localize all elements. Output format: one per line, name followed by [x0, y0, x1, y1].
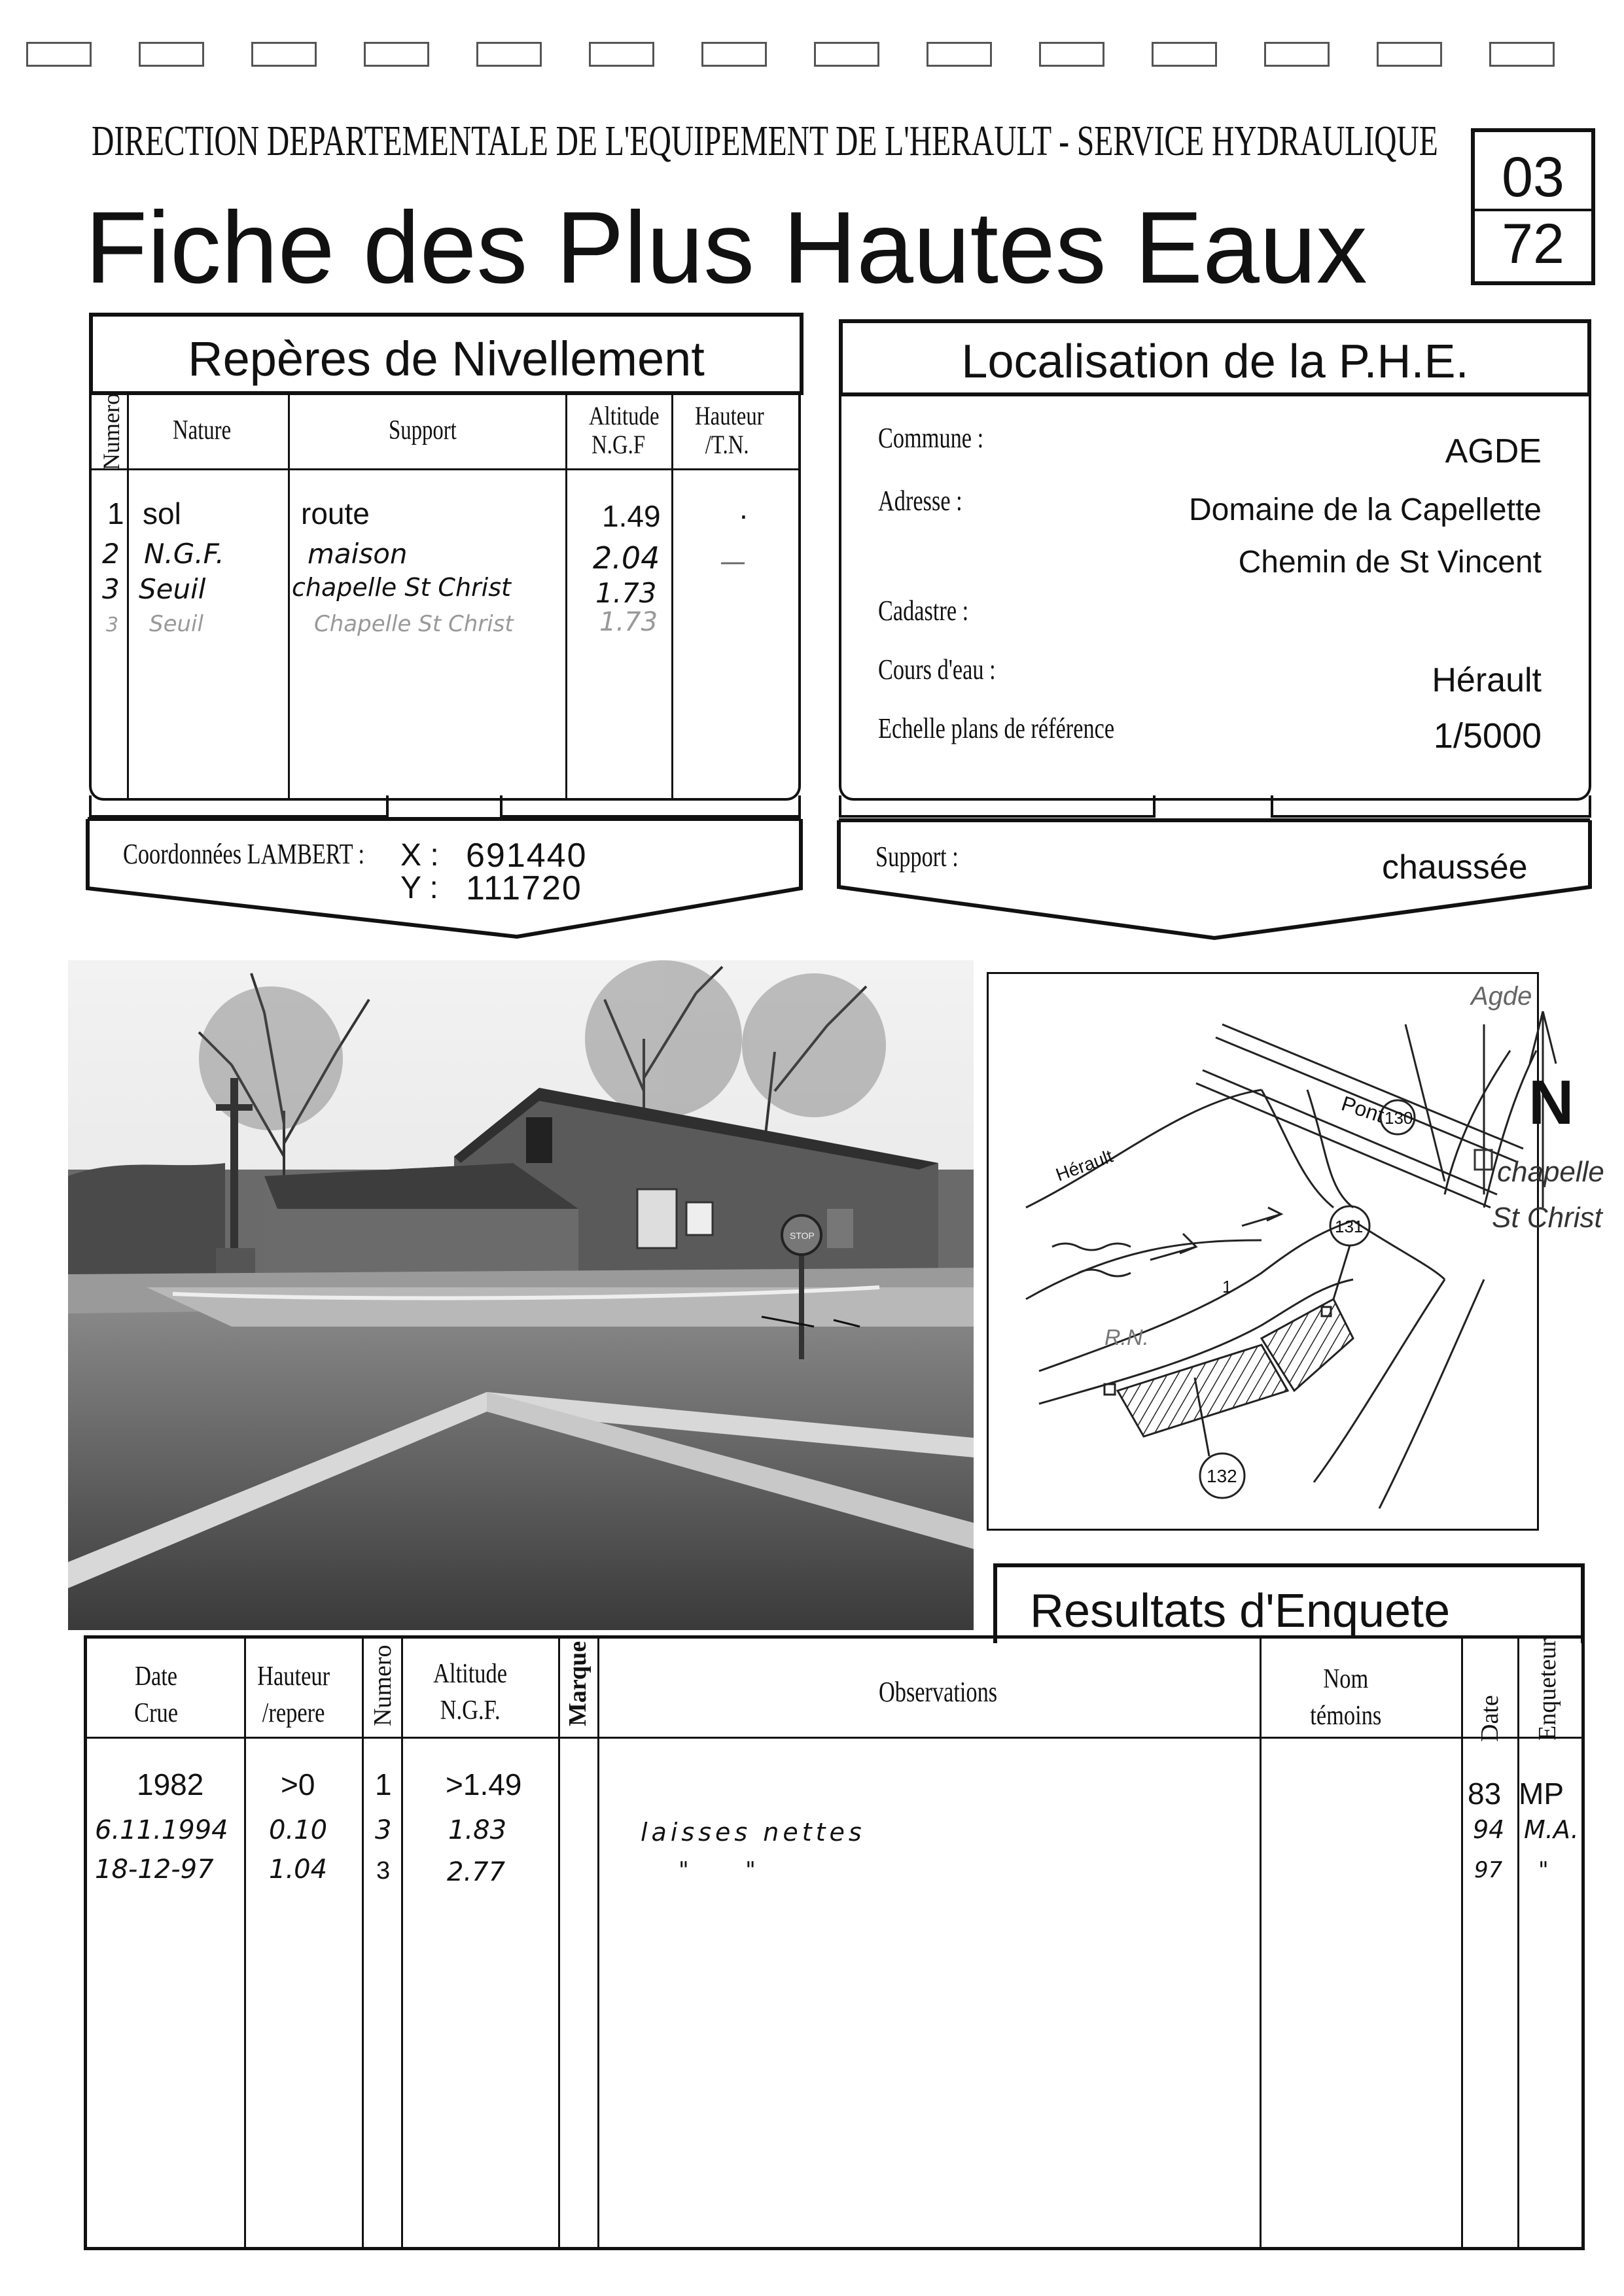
- lambert-x-value: 691440: [466, 837, 588, 875]
- col-header-hauteur: Hauteur /T.N.: [695, 401, 764, 459]
- map-marker-132: 132: [1207, 1466, 1237, 1486]
- repere-row-4-support: Chapelle St Christ: [314, 611, 514, 637]
- resultats-title-box: [993, 1563, 1585, 1643]
- res-row-3-enqueteur: ": [1538, 1857, 1549, 1883]
- support-value: chaussée: [1382, 848, 1528, 886]
- stop-sign-text: STOP: [790, 1230, 815, 1241]
- sheet-code-top: 03: [1502, 146, 1564, 209]
- res-row-1-enqueteur: MP: [1519, 1777, 1564, 1811]
- res-header-date-crue: Date Crue: [134, 1661, 179, 1728]
- map-chapelle-label-2: St Christ: [1492, 1202, 1602, 1234]
- map-marker-130: 130: [1385, 1108, 1413, 1128]
- repere-row-2-nature: N.G.F.: [144, 538, 224, 570]
- col-header-altitude: Altitude N.G.F: [589, 401, 660, 459]
- col-header-support: Support: [389, 415, 457, 445]
- map-agde-label: Agde: [1471, 982, 1532, 1011]
- res-row-1-date: 83: [1468, 1777, 1502, 1811]
- lambert-y-value: 111720: [466, 869, 582, 907]
- res-row-3-altitude: 2.77: [447, 1857, 506, 1887]
- repere-row-1-hauteur: .: [739, 491, 748, 525]
- lambert-x-label: X :: [400, 838, 439, 873]
- repere-row-3-support: chapelle St Christ: [292, 573, 511, 602]
- repere-row-1-altitude: 1.49: [602, 499, 661, 533]
- res-row-1-hauteur: >0: [281, 1767, 315, 1801]
- res-header-nom-temoins: Nom témoins: [1310, 1664, 1382, 1731]
- localisation-title-box: [839, 319, 1591, 396]
- map-marker-131: 131: [1335, 1217, 1364, 1236]
- res-header-enqueteur: Enqueteur: [1534, 1638, 1561, 1741]
- map-pont-label: Pont: [1338, 1091, 1387, 1127]
- map-rn-label: R.N.: [1104, 1325, 1149, 1350]
- res-header-observations: Observations: [879, 1676, 998, 1708]
- reperes-title-box: [89, 313, 803, 395]
- res-row-3-date: 97: [1474, 1857, 1503, 1883]
- location-map: [987, 972, 1624, 1531]
- echelle-value: 1/5000: [1433, 716, 1542, 756]
- lambert-label: Coordonnées LAMBERT :: [123, 838, 365, 870]
- adresse-label: Adresse :: [878, 485, 962, 517]
- agency-header: DIRECTION DEPARTEMENTALE DE L'EQUIPEMENT DE L'HERAULT - SERVICE HYDRAULIQUE: [92, 117, 1438, 165]
- res-header-numero: Numero: [369, 1644, 397, 1726]
- map-chapelle-label-1: chapelle: [1497, 1156, 1604, 1188]
- reperes-title: Repères de Nivellement: [188, 332, 705, 386]
- repere-row-1-num: 1: [107, 496, 124, 531]
- col-header-nature: Nature: [173, 415, 232, 445]
- north-label: N: [1528, 1068, 1574, 1138]
- res-row-2-observations: laisses nettes: [641, 1818, 866, 1847]
- res-row-2-numero: 3: [375, 1815, 392, 1845]
- cadastre-label: Cadastre :: [878, 595, 969, 627]
- commune-label: Commune :: [878, 422, 984, 454]
- localisation-title: Localisation de la P.H.E.: [961, 336, 1469, 388]
- repere-row-2-altitude: 2.04: [593, 540, 660, 576]
- repere-row-4-nature: Seuil: [149, 611, 203, 637]
- commune-value: AGDE: [1445, 432, 1542, 470]
- repere-row-2-hauteur: —: [720, 547, 746, 577]
- res-row-1-altitude: >1.49: [446, 1767, 522, 1801]
- repere-row-1-support: route: [301, 496, 370, 531]
- map-arrow-1-label: 1: [1222, 1277, 1232, 1296]
- repere-row-1-nature: sol: [143, 496, 181, 531]
- site-photo: [68, 960, 974, 1630]
- res-row-3-observations: " ": [679, 1857, 756, 1883]
- adresse-line-2: Chemin de St Vincent: [1238, 545, 1542, 580]
- binder-holes: [26, 42, 1610, 71]
- localisation-panel: [839, 394, 1591, 801]
- res-row-3-numero: 3: [376, 1857, 391, 1885]
- repere-row-3-num: 3: [102, 573, 120, 605]
- sheet-code-bottom: 72: [1502, 213, 1564, 275]
- res-header-altitude: Altitude N.G.F.: [433, 1659, 508, 1726]
- res-row-2-enqueteur: M.A.: [1524, 1815, 1579, 1844]
- repere-row-2-num: 2: [102, 538, 120, 570]
- repere-row-3-altitude: 1.73: [595, 577, 657, 609]
- res-row-2-date-crue: 6.11.1994: [95, 1815, 228, 1845]
- support-label: Support :: [875, 841, 959, 873]
- reperes-table: [89, 392, 801, 801]
- repere-row-4-altitude: 1.73: [599, 607, 658, 637]
- repere-row-4-num: 3: [106, 614, 119, 636]
- col-header-numero: Numero: [98, 393, 124, 470]
- res-row-3-date-crue: 18-12-97: [95, 1854, 214, 1885]
- adresse-line-1: Domaine de la Capellette: [1189, 493, 1542, 527]
- resultats-title: Resultats d'Enquete: [1030, 1585, 1451, 1637]
- lambert-banner: [85, 816, 805, 941]
- res-row-2-date: 94: [1473, 1815, 1505, 1844]
- res-header-hauteur: Hauteur /repere: [257, 1661, 330, 1728]
- res-row-1-date-crue: 1982: [137, 1767, 204, 1801]
- res-header-marque: Marque: [564, 1641, 591, 1726]
- lambert-y-label: Y :: [400, 871, 438, 905]
- echelle-label: Echelle plans de référence: [878, 712, 1115, 744]
- repere-row-3-nature: Seuil: [139, 573, 206, 605]
- res-row-2-hauteur: 0.10: [269, 1815, 328, 1845]
- cours-eau-label: Cours d'eau :: [878, 653, 996, 686]
- res-row-3-hauteur: 1.04: [269, 1854, 328, 1885]
- res-row-1-numero: 1: [375, 1767, 392, 1801]
- res-header-date: Date: [1476, 1695, 1504, 1742]
- cours-eau-value: Hérault: [1432, 661, 1542, 699]
- res-row-2-altitude: 1.83: [448, 1815, 507, 1845]
- repere-row-2-support: maison: [308, 538, 408, 570]
- sheet-code-box: [1471, 128, 1595, 285]
- page-title: Fiche des Plus Hautes Eaux: [85, 191, 1368, 305]
- map-herault-label: Hérault: [1053, 1145, 1116, 1185]
- resultats-table: [84, 1635, 1585, 2250]
